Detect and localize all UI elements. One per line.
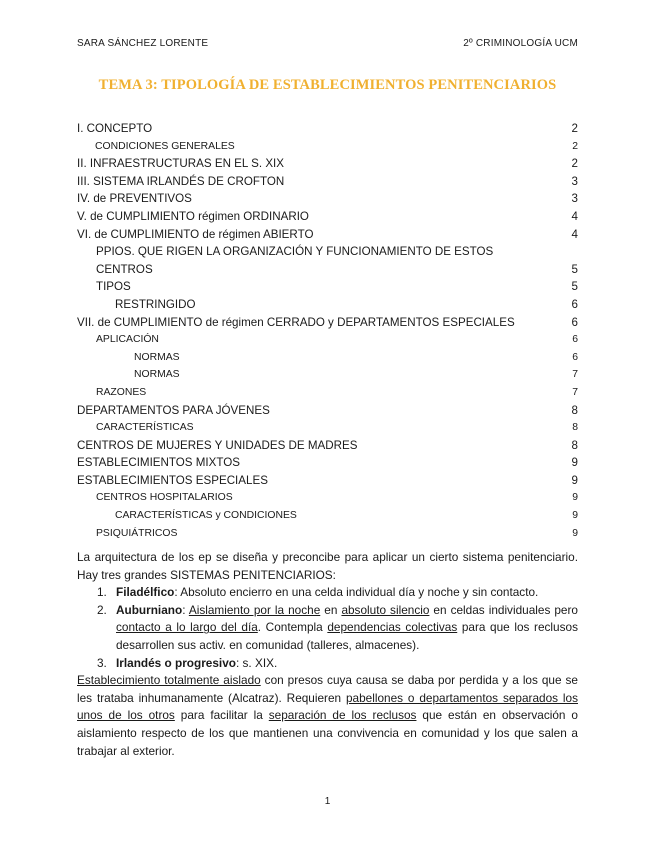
toc-entry[interactable]: CENTROS DE MUJERES Y UNIDADES DE MADRES 8 <box>77 438 578 452</box>
list-item: 2. Auburniano: Aislamiento por la noche en absoluto silencio en celdas individuales pero contacto a lo largo del día. Contempla dependencias colectivas para que los reclusos desarrollen sus activ. en comunidad (talleres, almacenes). <box>97 602 578 652</box>
header-course: 2º CRIMINOLOGÍA UCM <box>463 38 578 49</box>
toc-entry[interactable]: CENTROS HOSPITALARIOS 9 <box>96 492 578 504</box>
irish-system-paragraph: Establecimiento totalmente aislado con presos cuya causa se daba por perdida y a los que se les trataba inhumanamente (Alcatraz). Requieren pabellones o departamentos separados los unos de los otros para facilitar la separación de los reclusos que están en observación o aislamiento respecto de los que mantienen una convivencia en comunidad y los que salen a trabajar al exterior. <box>77 673 578 758</box>
toc-entry[interactable]: ESTABLECIMIENTOS MIXTOS 9 <box>77 456 578 470</box>
toc-entry[interactable]: ESTABLECIMIENTOS ESPECIALES 9 <box>77 473 578 487</box>
toc-entry[interactable]: NORMAS 6 <box>134 351 578 363</box>
toc-entry[interactable]: CARACTERÍSTICAS y CONDICIONES 9 <box>115 510 578 522</box>
toc-entry[interactable]: RAZONES 7 <box>96 386 578 398</box>
toc-entry[interactable]: CONDICIONES GENERALES 2 <box>95 140 578 152</box>
header-author: SARA SÁNCHEZ LORENTE <box>77 38 209 49</box>
toc-entry[interactable]: DEPARTAMENTOS PARA JÓVENES 8 <box>77 403 578 417</box>
toc-entry[interactable]: III. SISTEMA IRLANDÉS DE CROFTON 3 <box>77 174 578 188</box>
toc-entry[interactable]: IV. de PREVENTIVOS 3 <box>77 192 578 206</box>
penitentiary-systems-list <box>77 584 578 672</box>
toc-entry[interactable]: CARACTERÍSTICAS 8 <box>96 422 578 434</box>
toc-entry[interactable]: PSIQUIÁTRICOS 9 <box>96 527 578 539</box>
toc-entry[interactable]: APLICACIÓN 6 <box>96 334 578 346</box>
toc-entry[interactable]: VI. de CUMPLIMIENTO de régimen ABIERTO 4 <box>77 227 578 241</box>
list-item: 1. Filadélfico: Absoluto encierro en una celda individual día y noche y sin contacto. <box>97 585 539 600</box>
toc-entry[interactable]: II. INFRAESTRUCTURAS EN EL S. XIX 2 <box>77 157 578 171</box>
toc-entry[interactable]: PPIOS. QUE RIGEN LA ORGANIZACIÓN Y FUNCIONAMIENTO DE ESTOS CENTROS 5 <box>96 245 578 276</box>
toc-entry[interactable]: TIPOS 5 <box>96 280 578 294</box>
toc-entry[interactable]: NORMAS 7 <box>134 369 578 381</box>
document-title: TEMA 3: TIPOLOGÍA DE ESTABLECIMIENTOS PENITENCIARIOS <box>98 77 557 93</box>
toc-entry[interactable]: VII. de CUMPLIMIENTO de régimen CERRADO y DEPARTAMENTOS ESPECIALES 6 <box>77 315 578 329</box>
intro-paragraph: La arquitectura de los ep se diseña y preconcibe para aplicar un cierto sistema penitenciario. Hay tres grandes SISTEMAS PENITENCIARIOS: <box>77 550 578 582</box>
page-number: 1 <box>324 796 331 807</box>
toc-entry[interactable]: V. de CUMPLIMIENTO régimen ORDINARIO 4 <box>77 209 578 223</box>
body-text <box>77 549 578 760</box>
table-of-contents <box>77 120 578 542</box>
toc-entry[interactable]: RESTRINGIDO 6 <box>115 297 578 311</box>
toc-entry[interactable]: I. CONCEPTO 2 <box>77 122 578 135</box>
list-item: 3. Irlandés o progresivo: s. XIX. <box>97 655 278 670</box>
page-header <box>77 38 578 52</box>
